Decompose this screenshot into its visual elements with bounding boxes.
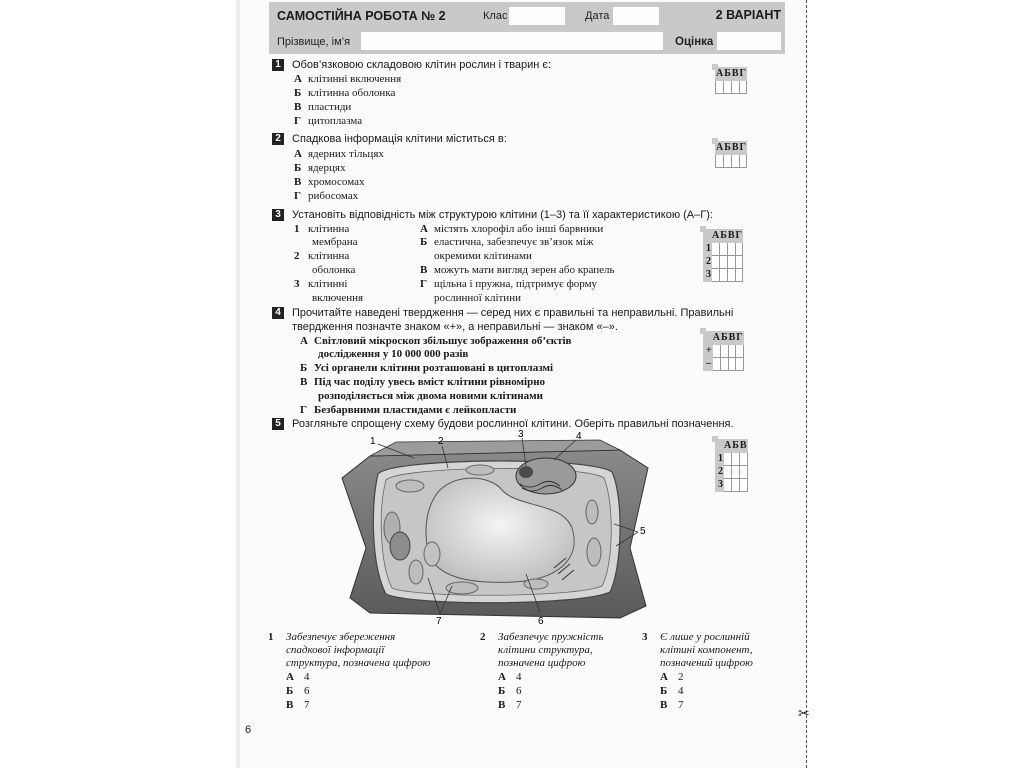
match-left-item: 3 клітинні xyxy=(294,278,348,290)
answer-cell[interactable] xyxy=(712,269,720,282)
grid-row-label: 3 xyxy=(704,269,712,282)
answer-cell[interactable] xyxy=(732,453,740,466)
answer-cell[interactable] xyxy=(720,269,728,282)
answer-cell[interactable] xyxy=(716,155,724,168)
match-left-item-cont: оболонка xyxy=(312,264,356,276)
match-right-item: В можуть мати вигляд зерен або крапель xyxy=(420,264,615,276)
diagram-label: 3 xyxy=(518,429,524,440)
variant-label: 2 ВАРІАНТ xyxy=(715,8,781,22)
answer-cell[interactable] xyxy=(712,358,720,371)
statement-cont: дослідження у 10 000 000 разів xyxy=(318,348,469,360)
answer-option: А 4 xyxy=(286,671,310,683)
question-number: 1 xyxy=(272,59,284,71)
answer-cell[interactable] xyxy=(739,466,747,479)
worksheet-title: САМОСТІЙНА РОБОТА № 2 xyxy=(277,9,446,23)
grid-header: А xyxy=(712,332,720,343)
grid-header: А xyxy=(716,142,724,153)
answer-cell[interactable] xyxy=(739,479,747,492)
answer-option: В 7 xyxy=(660,699,684,711)
sub-question-number: 2 xyxy=(480,631,486,643)
grid-row-label: 3 xyxy=(716,479,724,492)
question-text-cont: твердження позначте знаком «+», а неправильні — знаком «–». xyxy=(292,321,618,333)
answer-cell[interactable] xyxy=(739,81,746,94)
sub-question-text: структура, позначена цифрою xyxy=(286,657,431,669)
grid-header: Г xyxy=(736,332,743,343)
match-left-item: 1 клітинна xyxy=(294,223,350,235)
grid-row-label: + xyxy=(704,345,713,358)
answer-cell[interactable] xyxy=(712,243,720,256)
sub-question-text: клітини структура, xyxy=(498,644,593,656)
answer-grid xyxy=(700,328,743,369)
answer-grid xyxy=(712,436,747,490)
answer-option: Б клітинна оболонка xyxy=(294,87,396,99)
answer-option: Б 6 xyxy=(286,685,310,697)
question-text: Обов’язковою складовою клітин рослин і тварин є: xyxy=(292,59,552,71)
answer-option: В пластиди xyxy=(294,101,352,113)
diagram-label: 4 xyxy=(576,431,582,442)
answer-option: В 7 xyxy=(498,699,522,711)
match-right-item: Б еластична, забезпечує зв’язок між xyxy=(420,236,594,248)
answer-cell[interactable] xyxy=(712,256,720,269)
answer-option: В хромосомах xyxy=(294,176,365,188)
statement: Г Безбарвними пластидами є лейкопласти xyxy=(300,404,517,416)
answer-grid xyxy=(700,226,742,280)
class-field[interactable] xyxy=(509,7,565,25)
diagram-label: 6 xyxy=(538,616,544,627)
answer-cell[interactable] xyxy=(727,256,735,269)
grid-row-label: 1 xyxy=(716,453,724,466)
answer-cell[interactable] xyxy=(728,358,736,371)
diagram-label: 7 xyxy=(436,616,442,627)
question-text: Розгляньте спрощену схему будови рослинної клітини. Оберіть правильні позначення. xyxy=(292,418,734,430)
answer-cell[interactable] xyxy=(732,479,740,492)
question-text: Спадкова інформація клітини міститься в: xyxy=(292,133,507,145)
answer-cell[interactable] xyxy=(739,453,747,466)
name-field[interactable] xyxy=(361,32,663,50)
grid-header: А xyxy=(712,230,720,241)
answer-option: В 7 xyxy=(286,699,310,711)
match-left-item-cont: включення xyxy=(312,292,364,304)
grid-header: А xyxy=(716,68,724,79)
grid-header: В xyxy=(727,230,735,241)
class-label: Клас xyxy=(483,10,508,22)
answer-grid xyxy=(712,138,746,153)
answer-cell[interactable] xyxy=(724,453,732,466)
cut-line xyxy=(806,0,807,768)
answer-option: Г цитоплазма xyxy=(294,115,363,127)
answer-cell[interactable] xyxy=(724,81,732,94)
answer-cell[interactable] xyxy=(720,345,728,358)
sub-question-text: Забезпечує пружність xyxy=(498,631,604,643)
answer-grid xyxy=(712,64,746,79)
answer-cell[interactable] xyxy=(736,345,743,358)
question-text: Установіть відповідність між структурою клітини (1–3) та її характеристикою (А–Г): xyxy=(292,209,713,221)
grid-header: Б xyxy=(720,230,727,241)
answer-cell[interactable] xyxy=(724,155,732,168)
scissors-icon: ✂ xyxy=(798,706,810,722)
answer-option: Б 4 xyxy=(660,685,684,697)
grid-header: Г xyxy=(739,68,746,79)
plant-cell-diagram xyxy=(330,428,660,628)
date-label: Дата xyxy=(585,10,610,22)
page-number: 6 xyxy=(245,724,252,736)
statement: А Світловий мікроскоп збільшує зображення об’єктів xyxy=(300,335,572,347)
answer-cell[interactable] xyxy=(736,358,743,371)
answer-cell[interactable] xyxy=(720,243,728,256)
sub-question-text: позначений цифрою xyxy=(660,657,753,669)
grid-row-label: 2 xyxy=(716,466,724,479)
answer-cell[interactable] xyxy=(732,466,740,479)
grid-header: В xyxy=(739,440,747,451)
match-right-item-cont: рослинної клітини xyxy=(434,292,521,304)
question-number: 4 xyxy=(272,307,284,319)
answer-option: Б 6 xyxy=(498,685,522,697)
answer-cell[interactable] xyxy=(735,269,742,282)
answer-cell[interactable] xyxy=(735,256,742,269)
date-field[interactable] xyxy=(613,7,659,25)
answer-cell[interactable] xyxy=(724,466,732,479)
diagram-label: 5 xyxy=(640,526,646,537)
answer-option: А 2 xyxy=(660,671,684,683)
grid-header: Б xyxy=(724,68,731,79)
answer-cell[interactable] xyxy=(720,358,728,371)
grid-row-label: 1 xyxy=(704,243,712,256)
answer-cell[interactable] xyxy=(728,345,736,358)
grade-field[interactable] xyxy=(717,32,781,50)
grid-header: Б xyxy=(720,332,728,343)
question-number: 5 xyxy=(272,418,284,430)
answer-cell[interactable] xyxy=(735,243,742,256)
sub-question-text: клітині компонент, xyxy=(660,644,753,656)
sub-question-text: позначена цифрою xyxy=(498,657,586,669)
answer-option: А ядерних тільцях xyxy=(294,148,384,160)
match-right-item-cont: окремими клітинами xyxy=(434,250,532,262)
match-right-item: Г щільна і пружна, підтримує форму xyxy=(420,278,598,290)
diagram-label: 2 xyxy=(438,436,444,447)
answer-cell[interactable] xyxy=(739,155,746,168)
sub-question-text: Є лише у рослинній xyxy=(660,631,750,643)
question-text: Прочитайте наведені твердження — серед них є правильні та неправильні. Правильні xyxy=(292,307,734,319)
grid-header: Г xyxy=(739,142,746,153)
answer-cell[interactable] xyxy=(731,155,739,168)
sub-question-text: спадкової інформації xyxy=(286,644,385,656)
sub-question-text: Забезпечує збереження xyxy=(286,631,396,643)
grid-header: Б xyxy=(724,142,731,153)
grid-row-label: – xyxy=(704,358,713,371)
diagram-label: 1 xyxy=(370,436,376,447)
worksheet-header xyxy=(269,2,785,54)
grid-header: Г xyxy=(735,230,742,241)
match-right-item: А містять хлорофіл або інші барвники xyxy=(420,223,604,235)
answer-cell[interactable] xyxy=(724,479,732,492)
grid-row-label: 2 xyxy=(704,256,712,269)
name-label: Прізвище, ім’я xyxy=(277,36,351,48)
grid-header: Б xyxy=(732,440,739,451)
grid-header: В xyxy=(728,332,736,343)
answer-cell[interactable] xyxy=(731,81,739,94)
answer-cell[interactable] xyxy=(712,345,720,358)
grid-header: В xyxy=(731,68,739,79)
answer-cell[interactable] xyxy=(716,81,724,94)
answer-cell[interactable] xyxy=(727,269,735,282)
answer-cell[interactable] xyxy=(727,243,735,256)
statement: В Під час поділу увесь вміст клітини рівномірно xyxy=(300,376,546,388)
match-left-item-cont: мембрана xyxy=(312,236,358,248)
match-left-item: 2 клітинна xyxy=(294,250,350,262)
sub-question-number: 1 xyxy=(268,631,274,643)
grid-header: А xyxy=(724,440,732,451)
question-number: 3 xyxy=(272,209,284,221)
answer-option: Б ядерцях xyxy=(294,162,346,174)
statement: Б Усі органели клітини розташовані в цитоплазмі xyxy=(300,362,554,374)
answer-option: А 4 xyxy=(498,671,522,683)
statement-cont: розподіляється між двома новими клітинами xyxy=(318,390,543,402)
grid-header: В xyxy=(731,142,739,153)
answer-option: А клітинні включення xyxy=(294,73,402,85)
answer-cell[interactable] xyxy=(720,256,728,269)
answer-option: Г рибосомах xyxy=(294,190,359,202)
grade-label: Оцінка xyxy=(675,36,714,48)
question-number: 2 xyxy=(272,133,284,145)
sub-question-number: 3 xyxy=(642,631,648,643)
